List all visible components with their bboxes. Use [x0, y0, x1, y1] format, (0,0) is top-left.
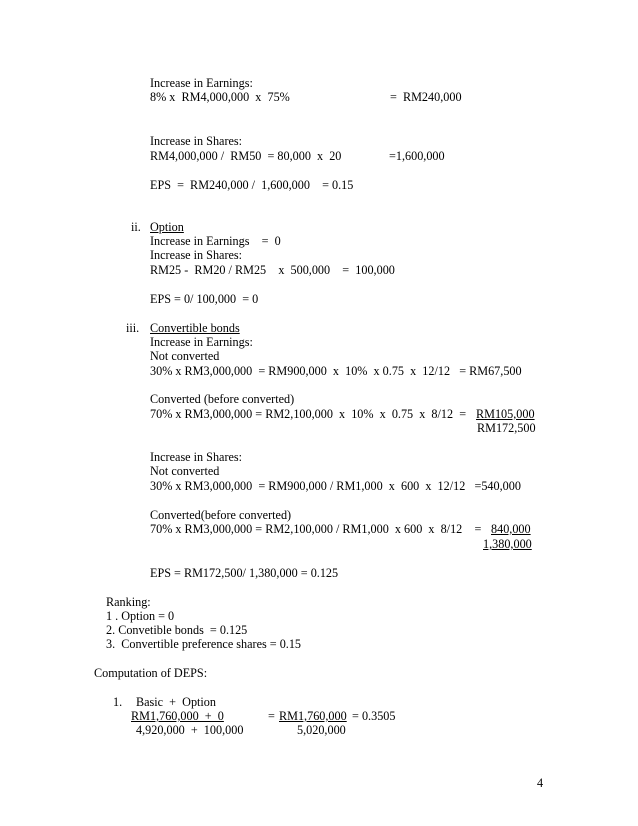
list-numeral: iii. — [126, 321, 140, 335]
text-line: 70% x RM3,000,000 = RM2,100,000 x 10% x 0.75 x 8/12 = — [150, 407, 467, 421]
text-line: Computation of DEPS: — [94, 666, 208, 680]
text-line: Basic + Option — [136, 695, 216, 709]
section-heading: Convertible bonds — [150, 321, 240, 335]
text-line: RM25 - RM20 / RM25 x 500,000 = 100,000 — [150, 263, 395, 277]
text-line: EPS = 0/ 100,000 = 0 — [150, 292, 259, 306]
text-line: Increase in Earnings = 0 — [150, 234, 281, 248]
list-numeral: 1. — [113, 695, 123, 709]
text-line: Ranking: — [106, 595, 151, 609]
text-line: Increase in Shares: — [150, 450, 243, 464]
text-line: Converted (before converted) — [150, 392, 295, 406]
text-line: = — [268, 709, 278, 723]
text-line: 70% x RM3,000,000 = RM2,100,000 / RM1,000 x 600 x 8/12 = — [150, 522, 482, 536]
text-line: = RM240,000 — [390, 90, 462, 104]
text-line: 1 . Option = 0 — [106, 609, 175, 623]
text-line: RM4,000,000 / RM50 = 80,000 x 20 — [150, 149, 342, 163]
fraction-result: = 0.3505 — [349, 709, 396, 723]
text-line: Not converted — [150, 464, 220, 478]
text-line: Increase in Earnings: — [150, 335, 253, 349]
text-line: =1,600,000 — [389, 149, 445, 163]
text-line: Increase in Earnings: — [150, 76, 253, 90]
text-line: 30% x RM3,000,000 = RM900,000 / RM1,000 x 600 x 12/12 =540,000 — [150, 479, 521, 493]
section-heading: Option — [150, 220, 184, 234]
text-line: 2. Convetible bonds = 0.125 — [106, 623, 248, 637]
text-line: Converted(before converted) — [150, 508, 292, 522]
text-line: Increase in Shares: — [150, 134, 243, 148]
text-line: Not converted — [150, 349, 220, 363]
fraction-denominator: 4,920,000 + 100,000 — [136, 723, 244, 737]
text-line: EPS = RM240,000 / 1,600,000 = 0.15 — [150, 178, 354, 192]
page-number: 4 — [537, 776, 544, 790]
text-line: EPS = RM172,500/ 1,380,000 = 0.125 — [150, 566, 339, 580]
text-line: RM172,500 — [477, 421, 536, 435]
text-line: RM105,000 — [476, 407, 535, 421]
text-line: 30% x RM3,000,000 = RM900,000 x 10% x 0.75 x 12/12 = RM67,500 — [150, 364, 522, 378]
fraction-numerator: RM1,760,000 — [279, 709, 347, 723]
text-line: 1,380,000 — [483, 537, 532, 551]
text-line: Increase in Shares: — [150, 248, 243, 262]
list-numeral: ii. — [131, 220, 141, 234]
text-line: 8% x RM4,000,000 x 75% — [150, 90, 290, 104]
fraction-denominator: 5,020,000 — [297, 723, 346, 737]
fraction-numerator: RM1,760,000 + 0 — [131, 709, 224, 723]
text-line: 3. Convertible preference shares = 0.15 — [106, 637, 302, 651]
text-line: 840,000 — [491, 522, 531, 536]
